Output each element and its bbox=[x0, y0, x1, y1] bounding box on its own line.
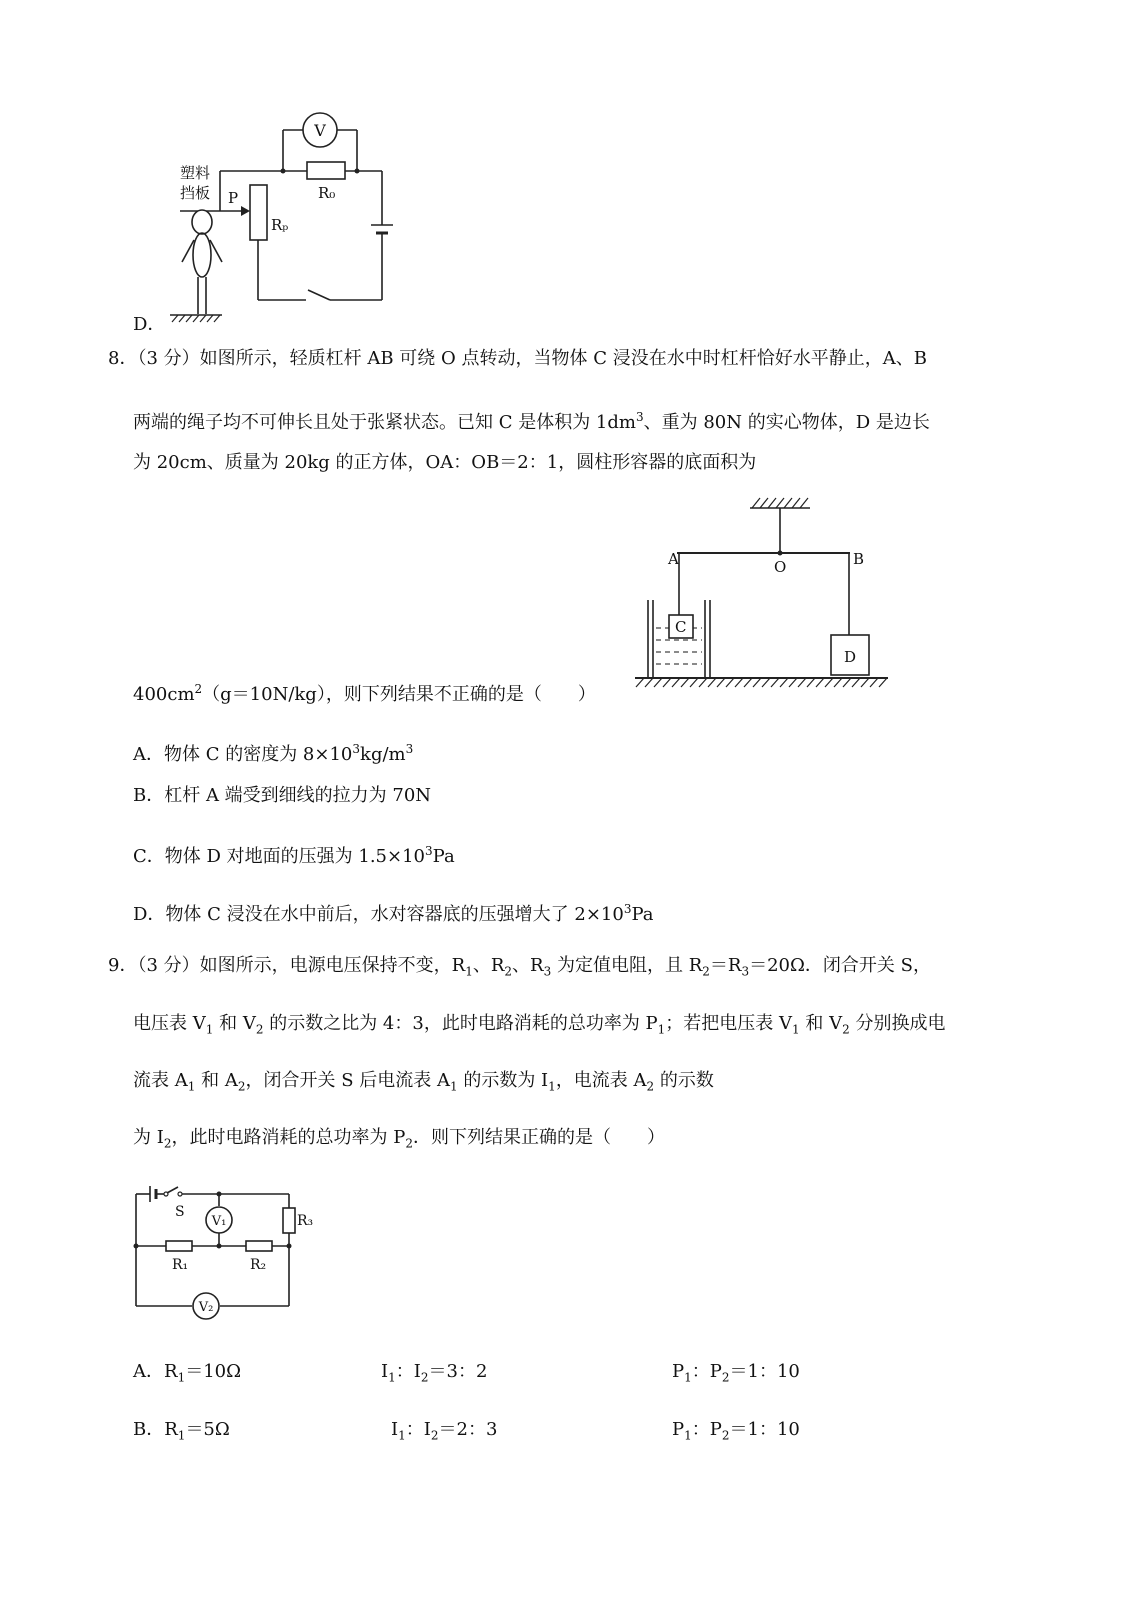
lever-label-b: B bbox=[853, 550, 865, 568]
q9-sub: 1 bbox=[548, 1079, 556, 1094]
option-label: B． bbox=[133, 785, 165, 806]
rp-label: Rₚ bbox=[271, 216, 289, 234]
option-text: 杠杆 A 端受到细线的拉力为 70N bbox=[164, 785, 432, 806]
option-text: 物体 C 的密度为 8×10 bbox=[164, 744, 353, 765]
q8-stem-4b: （g＝10N/kg），则下列结果不正确的是（ ） bbox=[202, 684, 596, 705]
option-text: P bbox=[672, 1419, 685, 1440]
q9-text: 和 V bbox=[799, 1013, 843, 1034]
q8-line-2 bbox=[133, 405, 930, 435]
option-text: 物体 C 浸没在水中前后，水对容器底的压强增大了 2×10 bbox=[165, 904, 624, 925]
q9-text: 为 I bbox=[133, 1127, 164, 1148]
q8-option-b[interactable] bbox=[133, 784, 431, 808]
q9-text: 和 A bbox=[195, 1070, 238, 1091]
q8-option-c[interactable] bbox=[133, 839, 455, 869]
option-text: ：I bbox=[395, 1361, 421, 1382]
q8-stem-4a: 400cm bbox=[133, 684, 195, 705]
option-text: Pa bbox=[432, 846, 455, 867]
q9-text: ；若把电压表 V bbox=[665, 1013, 793, 1034]
object-d-label: D bbox=[844, 648, 857, 666]
option-text: ：P bbox=[691, 1419, 722, 1440]
option-text: ＝1：10 bbox=[729, 1361, 800, 1382]
q9-sub: 2 bbox=[163, 1136, 172, 1151]
q9-text: 的示数为 I bbox=[457, 1070, 549, 1091]
lever-label-a: A bbox=[668, 550, 679, 568]
option-text: ＝1：10 bbox=[729, 1419, 800, 1440]
option-text: P bbox=[672, 1361, 685, 1382]
q9-text: 和 V bbox=[213, 1013, 256, 1034]
q9-text: ，电流表 A bbox=[555, 1070, 647, 1091]
option-sub: 1 bbox=[388, 1370, 396, 1385]
q9-text: 电压表 V bbox=[133, 1013, 206, 1034]
q9-sub: 2 bbox=[405, 1136, 413, 1151]
v2-label: V₂ bbox=[198, 1300, 214, 1315]
slider-p-label: P bbox=[228, 189, 239, 207]
q9-text: 、R bbox=[512, 955, 544, 976]
option-text: Pa bbox=[631, 904, 654, 925]
option-label: A． bbox=[133, 744, 164, 765]
object-c-label: C bbox=[675, 618, 687, 636]
q9-text: 的示数之比为 4：3，此时电路消耗的总功率为 P bbox=[263, 1013, 658, 1034]
option-text: ：P bbox=[691, 1361, 722, 1382]
q8-line-1 bbox=[108, 347, 927, 371]
q9-sub: 1 bbox=[205, 1022, 214, 1037]
option-label: C． bbox=[133, 846, 165, 867]
r2-resistor bbox=[246, 1241, 272, 1251]
option-i bbox=[391, 1418, 497, 1448]
q9-text: ．则下列结果正确的是（ ） bbox=[412, 1127, 665, 1148]
q9-sub: 2 bbox=[504, 964, 513, 979]
option-text: R bbox=[164, 1361, 178, 1382]
q8-line-4 bbox=[133, 677, 596, 707]
option-r bbox=[133, 1360, 241, 1390]
q9-text: ＝20Ω．闭合开关 S， bbox=[749, 955, 931, 976]
option-sub: 2 bbox=[721, 1428, 730, 1443]
option-r bbox=[133, 1418, 230, 1448]
r0-label: R₀ bbox=[318, 184, 336, 202]
option-label: D． bbox=[133, 904, 166, 925]
q9-sub: 3 bbox=[741, 964, 750, 979]
option-sub: 1 bbox=[684, 1428, 692, 1443]
option-sup: 3 bbox=[623, 902, 632, 916]
q9-circuit-diagram bbox=[128, 1178, 328, 1328]
option-text: ：I bbox=[405, 1419, 431, 1440]
q9-text: 、R bbox=[472, 955, 505, 976]
q8-score: （3 分） bbox=[137, 348, 200, 369]
r3-resistor bbox=[283, 1208, 295, 1233]
q8-lever-diagram bbox=[630, 490, 892, 696]
r1-label: R₁ bbox=[172, 1257, 189, 1273]
option-sup: 3 bbox=[352, 742, 361, 756]
q9-text: ，此时电路消耗的总功率为 P bbox=[171, 1127, 406, 1148]
option-label: A． bbox=[133, 1361, 164, 1382]
q7-circuit-diagram bbox=[160, 110, 420, 330]
q9-text: 如图所示，电源电压保持不变，R bbox=[199, 955, 466, 976]
option-text: ＝2：3 bbox=[438, 1419, 498, 1440]
q9-sub: 1 bbox=[449, 1079, 458, 1094]
option-text: ＝5Ω bbox=[185, 1419, 230, 1440]
q9-text: ＝R bbox=[709, 955, 742, 976]
option-sub: 2 bbox=[420, 1370, 429, 1385]
v1-label: V₁ bbox=[211, 1214, 227, 1229]
option-sub: 2 bbox=[430, 1428, 439, 1443]
q8-stem-4-sup: 2 bbox=[194, 682, 203, 696]
q9-text: 的示数 bbox=[654, 1070, 714, 1091]
q8-stem-2a: 两端的绳子均不可伸长且处于张紧状态。已知 C 是体积为 1dm bbox=[133, 412, 636, 433]
option-sub: 2 bbox=[721, 1370, 730, 1385]
option-text: R bbox=[164, 1419, 178, 1440]
r0-resistor bbox=[307, 162, 345, 179]
q7-option-d-label: D． bbox=[133, 314, 166, 335]
q9-sub: 2 bbox=[237, 1079, 246, 1094]
option-text: ＝3：2 bbox=[428, 1361, 488, 1382]
q9-sub: 1 bbox=[187, 1079, 196, 1094]
option-sub: 1 bbox=[177, 1428, 186, 1443]
q8-stem-2-sup: 3 bbox=[635, 410, 644, 424]
option-sup: 3 bbox=[425, 844, 433, 858]
option-i bbox=[381, 1360, 487, 1390]
q9-sub: 2 bbox=[842, 1022, 850, 1037]
r2-label: R₂ bbox=[250, 1257, 267, 1273]
q9-sub: 3 bbox=[543, 964, 552, 979]
q8-stem-2b: 、重为 80N 的实心物体，D 是边长 bbox=[643, 412, 930, 433]
q9-line-3 bbox=[133, 1069, 714, 1099]
rp-rheostat bbox=[250, 185, 267, 240]
q8-line-3: 为 20cm、质量为 20kg 的正方体，OA：OB＝2：1，圆柱形容器的底面积为 bbox=[133, 452, 757, 473]
option-text: I bbox=[381, 1361, 389, 1382]
voltmeter-label: V bbox=[314, 121, 326, 140]
q8-number: 8． bbox=[108, 348, 138, 369]
q9-sub: 1 bbox=[465, 964, 473, 979]
option-text: 物体 D 对地面的压强为 1.5×10 bbox=[164, 846, 425, 867]
q9-sub: 2 bbox=[255, 1022, 264, 1037]
q9-text: 分别换成电 bbox=[849, 1013, 946, 1034]
q9-sub: 2 bbox=[702, 964, 710, 979]
option-text: I bbox=[391, 1419, 399, 1440]
option-p bbox=[672, 1418, 800, 1448]
option-p bbox=[672, 1360, 800, 1390]
q9-text: ，闭合开关 S 后电流表 A bbox=[245, 1070, 450, 1091]
person-head bbox=[192, 210, 212, 234]
r3-label: R₃ bbox=[297, 1213, 314, 1229]
lever-label-o: O bbox=[774, 558, 787, 576]
option-sub: 1 bbox=[684, 1370, 692, 1385]
switch-s-label: S bbox=[175, 1204, 185, 1220]
q9-text: 流表 A bbox=[133, 1070, 188, 1091]
option-sup: 3 bbox=[405, 742, 414, 756]
q9-text: 为定值电阻，且 R bbox=[551, 955, 703, 976]
q9-number: 9． bbox=[108, 955, 138, 976]
option-sub: 1 bbox=[398, 1428, 406, 1443]
option-sub: 1 bbox=[177, 1370, 186, 1385]
option-text: kg/m bbox=[360, 744, 406, 765]
option-text: ＝10Ω bbox=[185, 1361, 242, 1382]
option-label: B． bbox=[133, 1419, 165, 1440]
q9-line-4 bbox=[133, 1126, 665, 1156]
q9-line-1 bbox=[108, 954, 931, 984]
q9-sub: 1 bbox=[792, 1022, 800, 1037]
q9-sub: 1 bbox=[657, 1022, 666, 1037]
baffle-label-1: 塑料 bbox=[180, 164, 211, 182]
r1-resistor bbox=[166, 1241, 192, 1251]
q9-sub: 2 bbox=[646, 1079, 655, 1094]
q9-score: （3 分） bbox=[137, 955, 200, 976]
q8-stem-1: 如图所示，轻质杠杆 AB 可绕 O 点转动，当物体 C 浸没在水中时杠杆恰好水平静止，A、B bbox=[199, 348, 927, 369]
q9-line-2 bbox=[133, 1012, 946, 1042]
q8-option-a[interactable] bbox=[133, 737, 413, 767]
q8-option-d[interactable] bbox=[133, 897, 654, 927]
baffle-label-2: 挡板 bbox=[180, 184, 211, 202]
